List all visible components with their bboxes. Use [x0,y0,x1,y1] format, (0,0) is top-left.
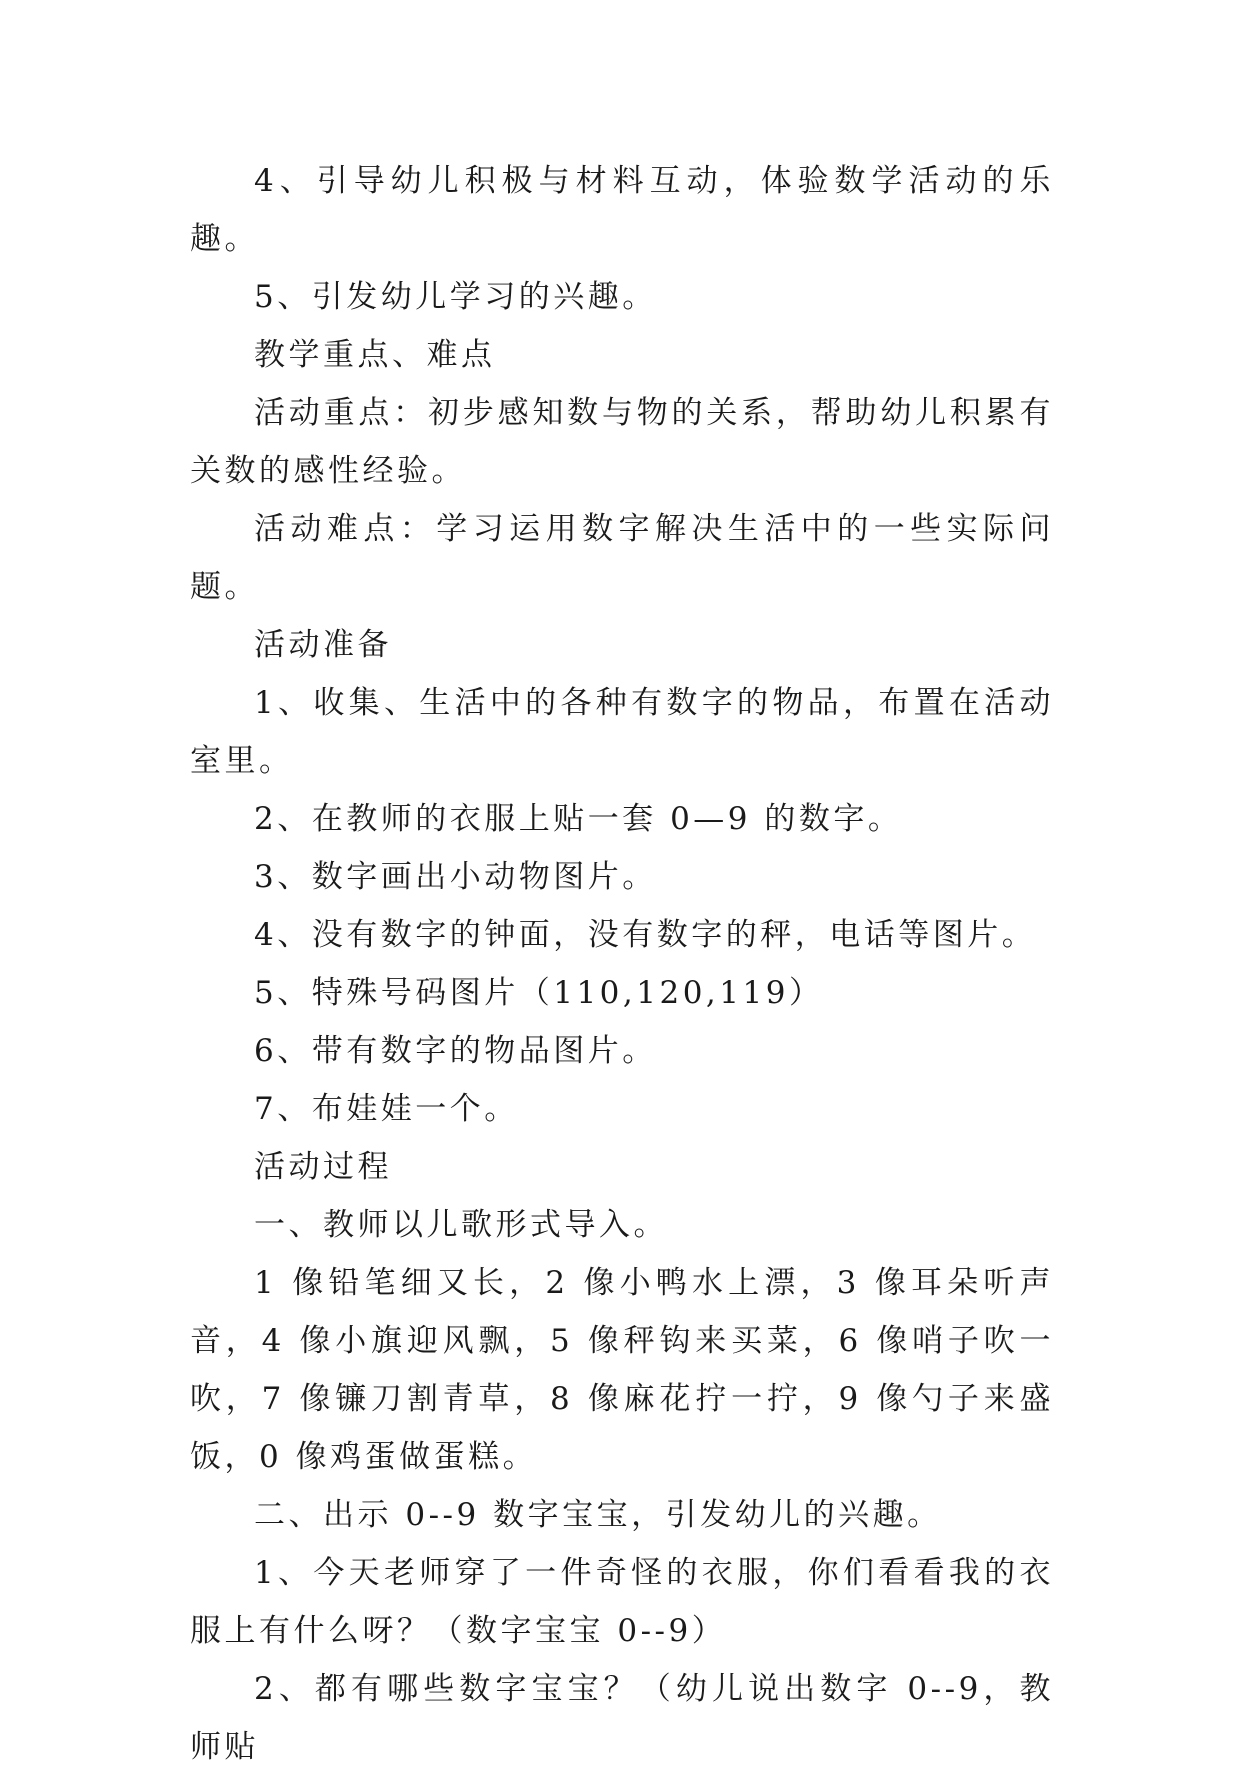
paragraph-prep-6: 6、带有数字的物品图片。 [254,1033,657,1069]
paragraph-prep-1: 1、收集、生活中的各种有数字的物品，布置在活动室里。 [190,685,1054,779]
paragraph-question-1: 1、今天老师穿了一件奇怪的衣服，你们看看我的衣服上有什么呀？（数字宝宝 0--9） [190,1555,1054,1649]
paragraph-prep-2: 2、在教师的衣服上贴一套 0—9 的数字。 [254,801,903,837]
document-body [190,152,1054,1776]
paragraph-key-point: 活动重点：初步感知数与物的关系，帮助幼儿积累有关数的感性经验。 [190,395,1054,489]
paragraph-rhyme: 1 像铅笔细又长，2 像小鸭水上漂，3 像耳朵听声音，4 像小旗迎风飘，5 像秤钩来买菜，6 像哨子吹一吹，7 像镰刀割青草，8 像麻花拧一拧，9 像勺子来盛饭，0 像鸡蛋做蛋糕。 [190,1265,1054,1475]
heading-preparation: 活动准备 [254,627,392,663]
paragraph-question-2: 2、都有哪些数字宝宝？（幼儿说出数字 0--9，教师贴 [190,1671,1054,1765]
heading-process: 活动过程 [254,1149,392,1185]
paragraph-step-1: 一、教师以儿歌形式导入。 [254,1207,668,1243]
paragraph-prep-5: 5、特殊号码图片（110,120,119） [254,975,824,1011]
paragraph-prep-7: 7、布娃娃一个。 [254,1091,519,1127]
paragraph-prep-4: 4、没有数字的钟面，没有数字的秤，电话等图片。 [254,917,1037,953]
paragraph-step-2: 二、出示 0--9 数字宝宝，引发幼儿的兴趣。 [254,1497,942,1533]
paragraph-goal-5: 5、引发幼儿学习的兴趣。 [254,279,657,315]
paragraph-difficulty: 活动难点：学习运用数字解决生活中的一些实际问题。 [190,511,1054,605]
paragraph-prep-3: 3、数字画出小动物图片。 [254,859,657,895]
paragraph-goal-4: 4、引导幼儿积极与材料互动，体验数学活动的乐趣。 [190,163,1054,257]
heading-key-points: 教学重点、难点 [254,337,496,373]
